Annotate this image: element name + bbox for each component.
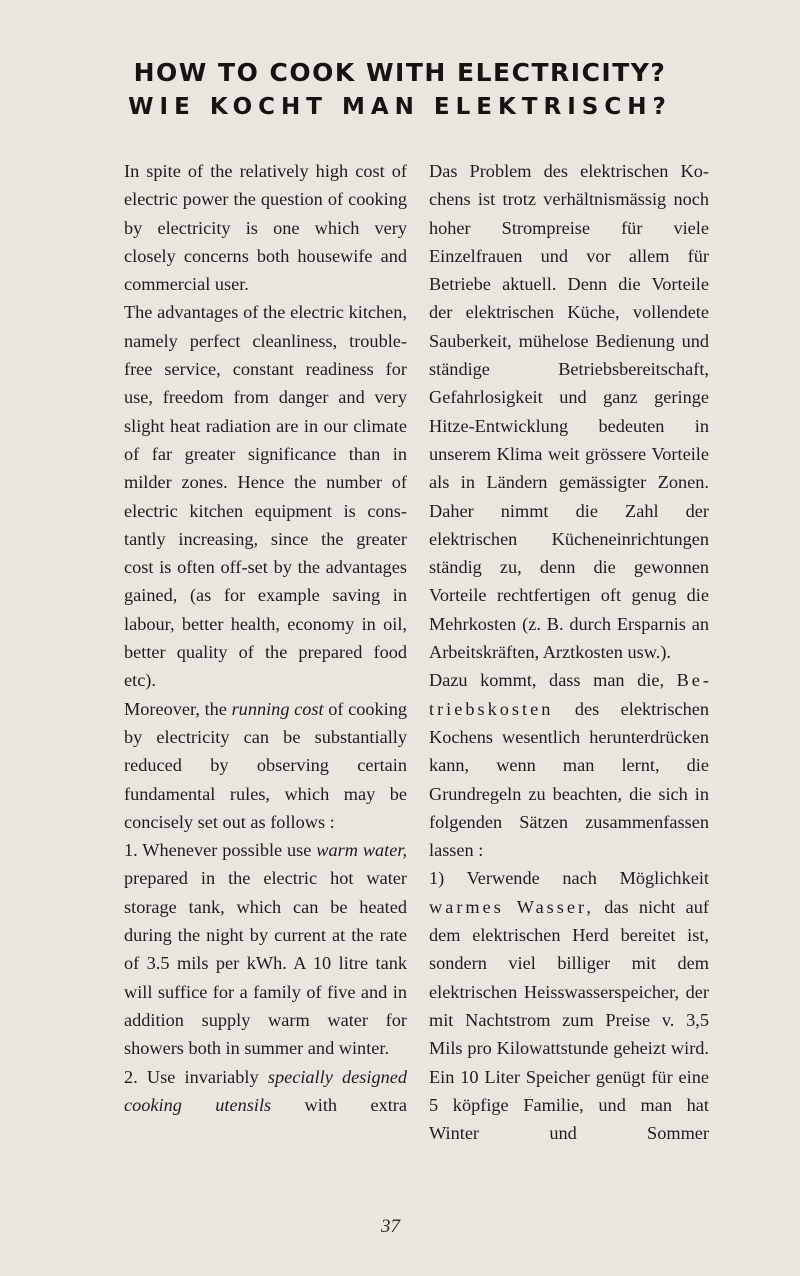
spaced-warmes-wasser: warmes Wasser, [429,896,594,917]
emphasis-cooking-utensils: specially designed cooking utensils [124,1066,407,1115]
paragraph-text: Dazu kommt, dass man die, [429,670,677,691]
emphasis-running-cost: running cost [231,698,324,719]
german-column [429,157,709,1147]
english-rule-1 [124,836,407,1062]
english-column [124,157,407,1119]
german-rule-1 [429,864,709,1147]
paragraph-text: The advantages of the electric kitchen, namely perfect cleanliness, trouble-free service, constant readiness for use, freedom from danger and very slight heat radiation are in our climate of far greater significance than in milder zones. Hence the number of electric kitchen equipment is constantly increasing, since the greater cost is often off-set by the advantages gained, (as for example saving in labour, better health, economy in oil, better quality of the prepared food etc). [124,302,407,691]
paragraph-text: 1. Whenever possible use [124,840,317,861]
paragraph-text: with extra [271,1094,407,1115]
title-german: WIE KOCHT MAN ELEKTRISCH? [128,94,672,120]
spaced-betriebskosten: Betriebskosten [429,670,709,719]
english-paragraph: In spite of the relatively high cost of electric power the question of cooking by electricity is one which very closely concerns both housewife and commercial user. [124,161,407,295]
paragraph-text: 1) Verwende nach Möglichkeit [429,868,709,889]
german-paragraph: Das Problem des elektrischen Kochens ist trotz verhältnismässig noch hoher Strompreise für viele Einzelfrauen und vor allem für Betriebe aktuell. Denn die Vorteile der elektrischen Küche, vollendete Sauberkeit, mühelose Bedienung und ständige Betriebsbereitschaft, Gefahrlosigkeit und ganz geringe Hitze-Entwicklung bedeuten in unserem Klima weit grössere Vorteile als in Ländern gemässigter Zonen. Daher nimmt die Zahl der elektrischen Kücheneinrichtungen ständig zu, denn die gewonnen Vorteile rechtfertigen oft genug die Mehrkosten (z. B. durch Ersparnis an Arbeitskräften, Arztkosten usw.). [429,161,709,663]
page-number: 37 [381,1216,400,1237]
title-english: HOW TO COOK WITH ELECTRICITY? [133,58,667,87]
english-paragraph [124,695,407,836]
paragraph-text: of cooking by electricity can be substantially reduced by observing certain fundamental rules, which may be concisely set out as follows : [124,698,407,832]
german-paragraph [429,666,709,864]
paragraph-text: das nicht auf dem elektrischen Herd bereitet ist, sondern viel billiger mit dem elektrischen Heisswasserspeicher, der mit Nachtstrom zum Preise v. 3,5 Mils pro Kilowattstunde geheizt wird. Ein 10 Liter Speicher genügt für eine 5 köpfige Familie, und man hat Winter und Sommer [429,896,709,1144]
emphasis-warm-water: warm water, [316,840,408,861]
paragraph-text: prepared in the electric hot water storage tank, which can be heated during the night by current at the rate of 3.5 mils per kWh. A 10 litre tank will suffice for a family of five and in addition supply warm water for showers both in summer and winter. [124,868,407,1059]
paragraph-text: 2. Use invariably [124,1066,268,1087]
paragraph-text: Moreover, the [124,698,232,719]
english-paragraph [124,298,407,694]
english-rule-2 [124,1063,407,1120]
paragraph-text: des elektrischen Kochens wesentlich herunterdrücken kann, wenn man lernt, die Grundregeln zu beachten, die sich in folgenden Sätzen zusammenfassen lassen : [429,698,709,861]
